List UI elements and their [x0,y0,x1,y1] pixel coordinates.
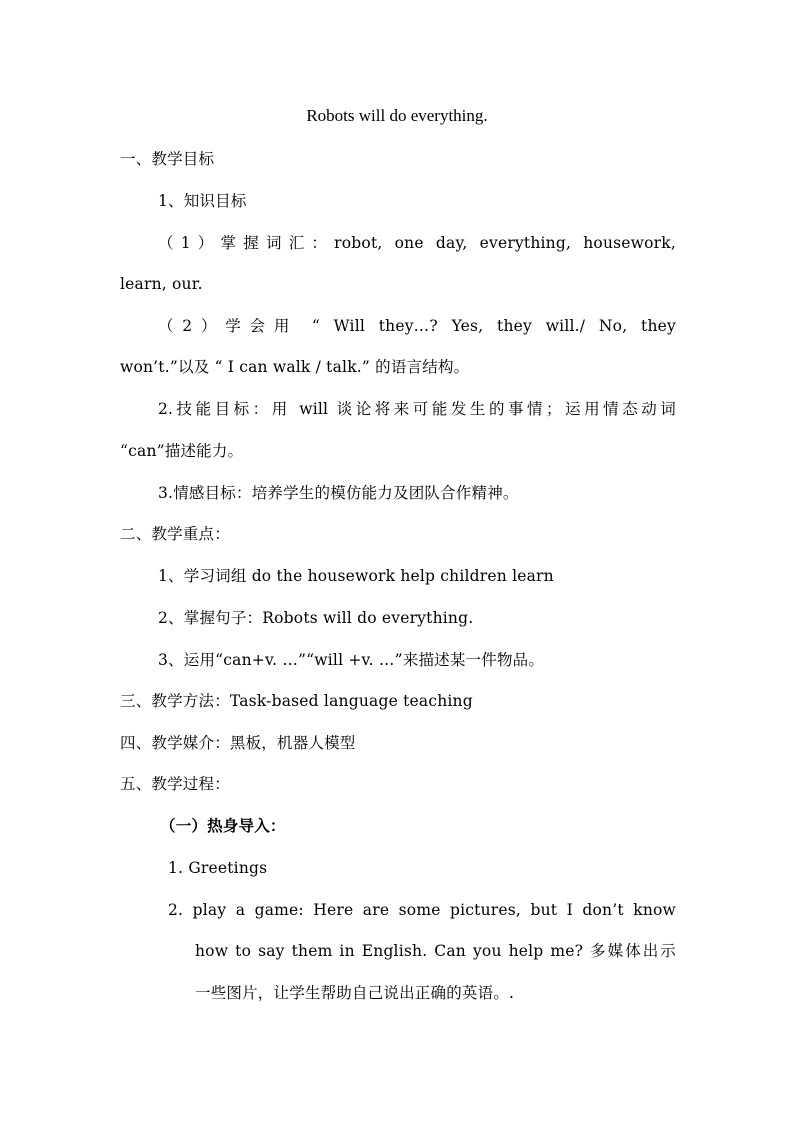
section-heading-objectives: 一、教学目标 [120,150,215,168]
document-title: Robots will do everything. [306,106,488,125]
paragraph-line: （2）学会用 “ Will they…? Yes, they will./ No, they [158,317,676,335]
subheading-knowledge-goals: 1、知识目标 [158,192,247,210]
paragraph-line: learn, our. [120,275,203,293]
list-item: 3、运用“can+v. …”“will +v. …”来描述某一件物品。 [158,651,545,669]
subheading-warm-up: （一）热身导入： [160,816,286,835]
section-heading-media: 四、教学媒介：黑板，机器人模型 [120,734,356,752]
section-heading-key-points: 二、教学重点： [120,525,230,543]
section-heading-process: 五、教学过程： [120,775,230,793]
paragraph-line: 一些图片，让学生帮助自己说出正确的英语。. [195,984,515,1002]
paragraph-line: 3.情感目标：培养学生的模仿能力及团队合作精神。 [158,484,519,502]
paragraph-line: “can”描述能力。 [120,442,244,460]
paragraph-line: （1）掌握词汇：robot, one day, everything, housework, [158,234,676,252]
list-item: 1、学习词组 do the housework help children learn [158,567,554,585]
paragraph-line: how to say them in English. Can you help me? 多媒体出示 [195,942,676,960]
paragraph-line: won’t.”以及 “ I can walk / talk.” 的语言结构。 [120,358,470,376]
list-item: 2. play a game: Here are some pictures, but I don’t know [168,901,676,919]
list-item: 1. Greetings [168,859,268,877]
section-heading-method: 三、教学方法：Task-based language teaching [120,692,473,710]
list-item: 2、掌握句子：Robots will do everything. [158,609,474,627]
paragraph-line: 2.技能目标：用 will 谈论将来可能发生的事情；运用情态动词 [158,400,676,418]
